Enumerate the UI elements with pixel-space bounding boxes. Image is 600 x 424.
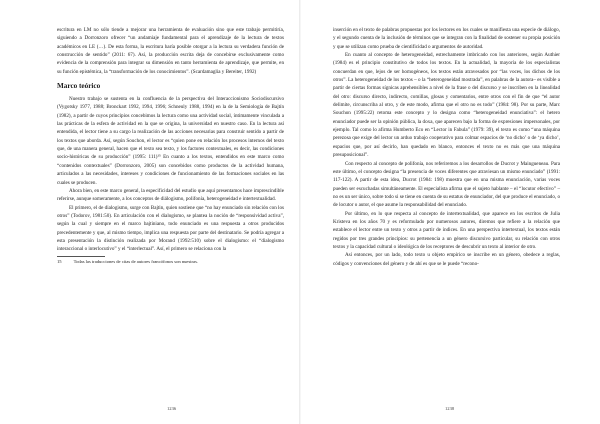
right-paragraph-2: Con respecto al concepto de polifonía, nos referiremos a los desarrollos de Ducrot y Maingueneau. Para este último, el concepto designa “la presencia de voces diferentes que atraviesan un mismo enunciado” (1991: 117-122). A partir de esta idea, Ducrot (1984: 198) muestra que en una misma enunciación, varias voces pueden ser escuchadas simultáneamente. El especialista afirma que el sujeto hablante – el “locutor efectivo” – no es un ser único, sobre todo si se tiene en cuenta de su estatus de enunciador, del que produce el enunciado, o de locutor o autor, el que asume la responsabilidad del enunciado. — [333, 160, 560, 209]
right-page-number: 1238 — [445, 406, 455, 411]
left-paragraph-3: El primero, el de dialogismo, surge con Bajtin, quien sostiene que “no hay enunciado sin relación con los otros” (Todorov, 1981:50). En articulación con el dialogismo, se plantea la noción de “responsividad activa”, según la cual y siempre en el marco bajtiniano, todo enunciado es una respuesta a otros producidos precedentemente y que, al mismo tiempo, implica una respuesta por parte del destinatario. Se podría agregar a esta presentación la distinción realizada por Morand (1992:510) sobre el dialogismo: el “dialogismo interaccional o interlocutivo” y el “interlectual”. Así, el primero se relaciona con la — [57, 204, 284, 253]
right-text-column — [333, 26, 560, 268]
footnote — [57, 259, 284, 266]
left-paragraph-intro: escritura en LM no sólo tiende a mejorar una herramienta de evaluación sino que este trabajo permitiría, siguiendo a Dorronzoro ofrecer “un andamiaje fundamental para el aprendizaje de la lectura de textos académicos en LE (…). De esta forma, la escritura haría posible otorgar a la lectura su verdadera función de construcción de sentido” (2011: 67). Así, la producción escrita deja de concebirse exclusivamente como evidencia de la comprensión para integrar su dimensión en tanto herramienta de aprendizaje, que permite, en su función epistémica, la “transformación de los conocimientos”. (Scardamaglia y Bereiter, 1992) — [57, 27, 284, 75]
right-page — [300, 0, 600, 424]
footnote-rule — [57, 256, 105, 257]
section-heading-marco-teorico: Marco teórico — [57, 82, 101, 91]
footnote-number: 15 — [57, 258, 62, 264]
footnote-text: Todas las traducciones de citas de autores francófonos son nuestras. — [73, 258, 199, 264]
left-text-column — [57, 26, 284, 265]
left-paragraph-1: Nuestro trabajo se sustenta en la confluencia de la perspectiva del Interaccionismo Sociodiscursivo (Vygotsky 1977, 1988; Bronckart 1992, 1994, 1996; Schneuly 1988, 1994) en la de la Semiología de Bajtín (1982), a partir de cuyos principios concebimos la lectura como una actividad social, íntimamente vinculada a las prácticas de la esfera de actividad en la que se origina, la universidad en nuestro caso. En la lectura así entendida, el lector tiene a su cargo la realización de las acciones necesarias para construir sentido a partir de los textos que aborda. Así, según Souchon, el lector es “quien pone en relación los procesos internos del texto que, de una manera general, hacen que el texto sea texto, y los factores contextuales, es decir, las condiciones socio-históricas de su producción” (1995: 111)¹⁵ En cuanto a los textos, entendidos en este marco como “contenidos contextuales” (Dorronzoro, 2005) son concebidos como productos de la actividad humana, articulados a las necesidades, intereses y condiciones de funcionamiento de las formaciones sociales en las cuales se producen. — [57, 96, 284, 186]
right-paragraph-3: Por último, en lo que respecta al concepto de intertextualidad, que aparece en los escritos de Julia Kristeva en los años 70 y es reformulado por numerosos autores, diremos que refiere a la relación que establece el lector entre un texto y otros a partir de índices. En una perspectiva intertextual, los textos están regidos por tres grandes principios: su pertenencia a un género discursivo particular, su relación con otros textos y la capacidad cultural o ideológica de los receptores de descubrir un texto al interior de otro. — [333, 210, 560, 250]
left-page-number: 1236 — [167, 406, 177, 411]
right-paragraph-intro: inserción en el texto de palabras propuestas por los lectores en los cuales se manifiesta una especie de diálogo, y el segundo cuenta de la inclusión de términos que se integran con la finalidad de sostener su propia posición y que se utilizan como prueba de cientificidad o argumentos de autoridad. — [333, 27, 560, 50]
right-paragraph-1: En cuanto al concepto de heterogeneidad, estrechamente imbricado con los anteriores, según Authier (1984) es el principio constitutivo de todos los textos. En la actualidad, la mayoría de los especialistas concuerdan en que, lejos de ser homogéneos, los textos están atravesados por “las voces, los dichos de los otros”. La heterogeneidad de los textos – o la “heterogeneidad mostrada”, en palabras de la autora– es visible a partir de ciertas formas sígnicas aprehensibles a nivel de la frase o del discurso y se inscriben en la linealidad del otro: discurso directo, indirecto, comillas, glosas y comentarios, entre otros con el fin de que “el autor delimite, circunscriba al otro, y de este modo, afirma que el otro no es todo” (1984: 98). Por su parte, Marc Souchon (1995:22) retoma este concepto y lo designa como “heterogeneidad enunciativa”: el hetero enunciador puede ser la opinión pública, la doxa, que aparecen bajo la forma de expresiones impersonales, por ejemplo. Tal como lo afirma Humberto Eco en “Lector in Fabula” (1979: 39), el texto es como “una máquina perezosa que exige del lector un arduo trabajo cooperativo para colmar espacios de ‘no dicho’ o de ‘ya dicho’, espacios que, por así decirlo, han quedado en blanco, entonces el texto no es más que una máquina presuposicional”. — [333, 52, 560, 159]
right-paragraph-4: Así entonces, por un lado, todo texto u objeto empírico se inscribe en un género, obedece a reglas, códigos y convenciones del género y de ahí es que se le puede “recono- — [333, 252, 560, 267]
left-paragraph-2: Ahora bien, en este marco general, la especificidad del estudio que aquí presentamos hace imprescindible referirse, aunque someramente, a los conceptos de diálogismo, polifonía, heterogeneidad e intertextualidad. — [57, 187, 284, 203]
